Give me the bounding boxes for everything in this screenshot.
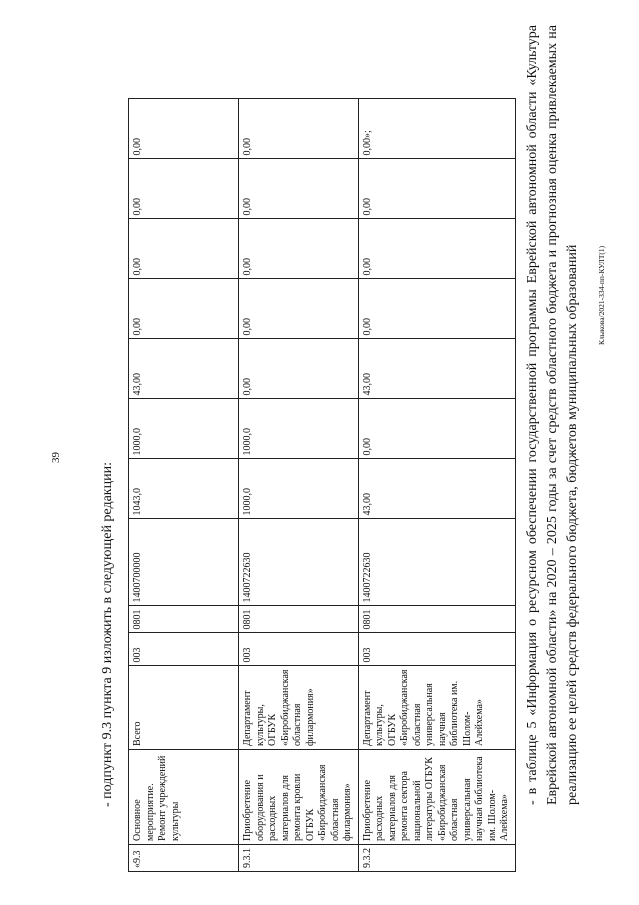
row-number-cell: 9.3.2	[358, 845, 515, 872]
amount-cell: 0,00	[129, 159, 239, 219]
amount-cell: 1043,0	[129, 459, 239, 519]
row-number-cell: 9.3.1	[239, 845, 359, 872]
table-row	[239, 99, 359, 872]
table-row	[358, 99, 515, 872]
executor-cell: Департамент культуры, ОГБУК «Биробиджанская областная филармония»	[239, 666, 359, 750]
amount-cell: 0,00	[239, 219, 359, 279]
amount-cell: 0,00	[239, 159, 359, 219]
intro-text: - подпункт 9.3 пункта 9 изложить в следующей редакции:	[100, 462, 115, 807]
amount-cell: 0,00	[358, 399, 515, 459]
amount-cell: 43,00	[358, 339, 515, 399]
activity-name-cell: Приобретение оборудования и расходных материалов для ремонта кровли ОГБУК «Биробиджанская областная филармония»	[239, 750, 359, 845]
rzpr-cell: 0801	[129, 606, 239, 633]
executor-cell: Департамент культуры, ОГБУК «Биробиджанская областная универсальная научная библиотека им. Шолом-Алейхема»	[358, 666, 515, 750]
grbs-cell: 003	[358, 633, 515, 666]
csr-cell: 1400722630	[358, 519, 515, 606]
amount-cell: 0,00»;	[358, 99, 515, 159]
amount-cell: 0,00	[239, 99, 359, 159]
budget-table	[128, 99, 516, 873]
csr-cell: 1400700000	[129, 519, 239, 606]
executor-cell: Всего	[129, 666, 239, 750]
amount-cell: 1000,0	[239, 399, 359, 459]
amount-cell: 43,00	[358, 459, 515, 519]
amount-cell: 0,00	[358, 159, 515, 219]
amount-cell: 0,00	[358, 279, 515, 339]
amount-cell: 1000,0	[129, 399, 239, 459]
document-code: Клыкова/2021-334-пп-КУЛТ(1)	[597, 245, 606, 345]
amount-cell: 0,00	[239, 279, 359, 339]
amount-cell: 1000,0	[239, 459, 359, 519]
amount-cell: 0,00	[239, 339, 359, 399]
amount-cell: 0,00	[129, 219, 239, 279]
page-number: 39	[50, 452, 62, 463]
csr-cell: 1400722630	[239, 519, 359, 606]
table-row	[129, 99, 239, 872]
table-body	[129, 99, 516, 872]
amount-cell: 43,00	[129, 339, 239, 399]
amount-cell: 0,00	[129, 279, 239, 339]
activity-name-cell: Приобретение расходных материалов для ремонта сектора национальной литературы ОГБУК «Биробиджанская областная универсальная научная библиотека им. Шолом-Алейхема»	[358, 750, 515, 845]
grbs-cell: 003	[239, 633, 359, 666]
amount-cell: 0,00	[358, 219, 515, 279]
rzpr-cell: 0801	[358, 606, 515, 633]
rzpr-cell: 0801	[239, 606, 359, 633]
row-number-cell: «9.3	[129, 845, 239, 872]
grbs-cell: 003	[129, 633, 239, 666]
footer-paragraph: - в таблице 5 «Информация о ресурсном обеспечении государственной программы Еврейской автономной области «Культура Еврейской автономной области» на 2020 – 2025 годы за счет средств областного бюджета и прогнозная оценка привлекаемых на реализацию ее целей средств федерального бюджета, бюджетов муниципальных образований	[525, 25, 580, 805]
amount-cell: 0,00	[129, 99, 239, 159]
activity-name-cell: Основное мероприятие. Ремонт учреждений культуры	[129, 750, 239, 845]
